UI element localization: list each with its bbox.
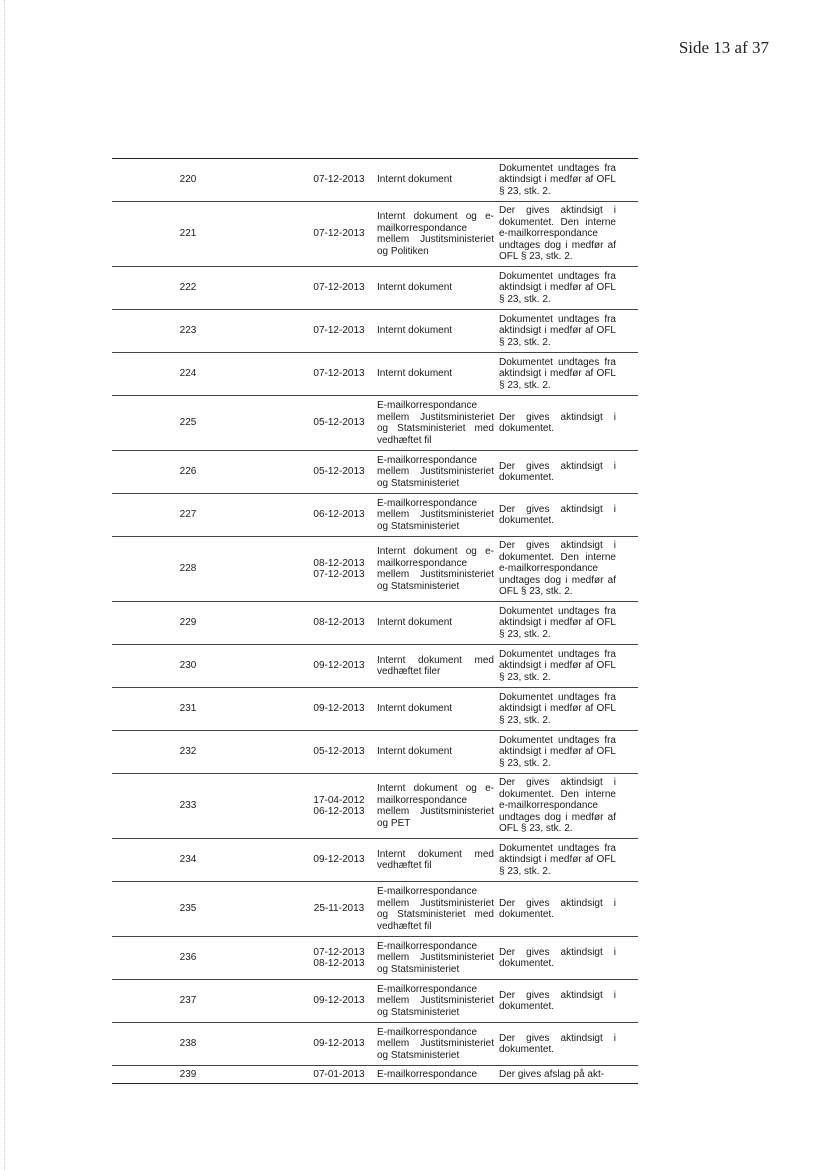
doc-type: E-mailkorrespondance mellem Justitsministeriet og Statsministeriet med vedhæftet fil (377, 886, 494, 932)
date-value: 07-12-2013 (313, 174, 365, 186)
date-value: 17-04-2012 (313, 794, 365, 806)
table-row (112, 979, 638, 1022)
date-value: 08-12-2013 (313, 958, 365, 969)
doc-type: Internt dokument (377, 282, 453, 294)
date-value: 07-12-2013 (313, 228, 365, 240)
date-value: 05-12-2013 (313, 746, 365, 758)
table-row (112, 1065, 638, 1084)
doc-number: 234 (179, 854, 197, 866)
date-value: 07-12-2013 (313, 325, 365, 337)
doc-decision: Dokumentet undtages fra aktindsigt i medfør af OFL § 23, stk. 2. (499, 691, 616, 726)
doc-decision: Der gives aktindsigt i dokumentet. Den interne e-mailkorrespondance undtages dog i medfør af OFL § 23, stk. 2. (499, 540, 616, 598)
date-value: 08-12-2013 (313, 557, 365, 569)
doc-decision: Der gives aktindsigt i dokumentet. (499, 411, 616, 434)
date-value: 05-12-2013 (313, 466, 365, 478)
doc-decision: Dokumentet undtages fra aktindsigt i medfør af OFL § 23, stk. 2. (499, 842, 616, 877)
document-register-table (112, 158, 638, 1084)
date-value: 09-12-2013 (313, 703, 365, 715)
doc-number: 233 (179, 800, 197, 812)
table-row (112, 536, 638, 601)
doc-decision: Der gives aktindsigt i dokumentet. Den interne e-mailkorrespondance undtages dog i medfør af OFL § 23, stk. 2. (499, 205, 616, 263)
doc-number: 238 (179, 1038, 197, 1050)
doc-decision: Der gives aktindsigt i dokumentet. (499, 897, 616, 920)
doc-number: 229 (179, 617, 197, 629)
doc-type: Internt dokument med vedhæftet filer (377, 654, 494, 677)
table-row (112, 1022, 638, 1065)
table-row (112, 687, 638, 730)
doc-number: 226 (179, 466, 197, 478)
doc-number: 228 (179, 563, 197, 575)
doc-decision: Dokumentet undtages fra aktindsigt i medfør af OFL § 23, stk. 2. (499, 734, 616, 769)
doc-type: Internt dokument og e-mailkorrespondance mellem Justitsministeriet og Statsministeriet (377, 546, 494, 592)
doc-type: Internt dokument (377, 617, 453, 629)
table-row (112, 352, 638, 395)
table-row (112, 936, 638, 979)
doc-decision: Der gives aktindsigt i dokumentet. (499, 946, 616, 969)
doc-decision: Der gives aktindsigt i dokumentet. Den interne e-mailkorrespondance undtages dog i medfør af OFL § 23, stk. 2. (499, 777, 616, 835)
date-value: 08-12-2013 (313, 617, 365, 629)
doc-type: E-mailkorrespondance mellem Justitsministeriet og Statsministeriet med vedhæftet fil (377, 400, 494, 446)
date-value: 05-12-2013 (313, 417, 365, 429)
doc-number: 224 (179, 368, 197, 380)
date-value: 07-12-2013 (313, 282, 365, 294)
date-value: 09-12-2013 (313, 854, 365, 866)
doc-type: Internt dokument og e-mailkorrespondance mellem Justitsministeriet og Politiken (377, 211, 494, 257)
doc-number: 236 (179, 952, 197, 964)
doc-type: E-mailkorrespondance mellem Justitsministeriet og Statsministeriet (377, 497, 494, 532)
doc-type: Internt dokument (377, 746, 453, 758)
date-value: 06-12-2013 (313, 509, 365, 521)
doc-number: 221 (179, 228, 197, 240)
table-row (112, 601, 638, 644)
doc-decision: Dokumentet undtages fra aktindsigt i medfør af OFL § 23, stk. 2. (499, 313, 616, 348)
doc-type: E-mailkorrespondance mellem Justitsministeriet og Statsministeriet (377, 1026, 494, 1061)
scan-edge-line (4, 0, 6, 1170)
doc-decision: Der gives aktindsigt i dokumentet. (499, 989, 616, 1012)
date-value: 07-12-2013 (313, 368, 365, 380)
date-value: 06-12-2013 (313, 806, 365, 817)
doc-decision: Der gives afslag på akt- (499, 1068, 605, 1080)
table-row (112, 158, 638, 201)
table-row (112, 309, 638, 352)
doc-number: 225 (179, 417, 197, 429)
doc-type: E-mailkorrespondance mellem Justitsministeriet og Statsministeriet (377, 983, 494, 1018)
doc-decision: Dokumentet undtages fra aktindsigt i medfør af OFL § 23, stk. 2. (499, 270, 616, 305)
table-row (112, 201, 638, 266)
doc-type: Internt dokument (377, 325, 453, 337)
date-value: 07-01-2013 (313, 1068, 365, 1080)
doc-number: 235 (179, 903, 197, 915)
date-value: 09-12-2013 (313, 1038, 365, 1050)
doc-decision: Der gives aktindsigt i dokumentet. (499, 460, 616, 483)
doc-decision: Der gives aktindsigt i dokumentet. (499, 503, 616, 526)
doc-type: Internt dokument (377, 174, 453, 186)
date-value: 07-12-2013 (313, 569, 365, 580)
table-row (112, 730, 638, 773)
doc-number: 230 (179, 660, 197, 672)
doc-number: 239 (179, 1068, 197, 1080)
doc-number: 220 (179, 174, 197, 186)
doc-decision: Dokumentet undtages fra aktindsigt i medfør af OFL § 23, stk. 2. (499, 162, 616, 197)
doc-type: Internt dokument og e-mailkorrespondance mellem Justitsministeriet og PET (377, 783, 494, 829)
page-number: Side 13 af 37 (678, 38, 769, 57)
table-row (112, 773, 638, 838)
doc-number: 223 (179, 325, 197, 337)
table-row (112, 493, 638, 536)
table-row (112, 881, 638, 936)
table-row (112, 395, 638, 450)
doc-number: 222 (179, 282, 197, 294)
date-value: 09-12-2013 (313, 995, 365, 1007)
doc-number: 232 (179, 746, 197, 758)
doc-decision: Dokumentet undtages fra aktindsigt i medfør af OFL § 23, stk. 2. (499, 648, 616, 683)
doc-number: 231 (179, 703, 197, 715)
table-row (112, 838, 638, 881)
doc-type: Internt dokument med vedhæftet fil (377, 848, 494, 871)
doc-type: E-mailkorrespondance (377, 1068, 478, 1080)
table-row (112, 644, 638, 687)
doc-type: Internt dokument (377, 368, 453, 380)
doc-decision: Der gives aktindsigt i dokumentet. (499, 1032, 616, 1055)
doc-decision: Dokumentet undtages fra aktindsigt i medfør af OFL § 23, stk. 2. (499, 605, 616, 640)
table-row (112, 450, 638, 493)
doc-decision: Dokumentet undtages fra aktindsigt i medfør af OFL § 23, stk. 2. (499, 356, 616, 391)
doc-type: E-mailkorrespondance mellem Justitsministeriet og Statsministeriet (377, 940, 494, 975)
date-value: 25-11-2013 (313, 903, 365, 915)
doc-number: 237 (179, 995, 197, 1007)
doc-number: 227 (179, 509, 197, 521)
doc-type: E-mailkorrespondance mellem Justitsministeriet og Statsministeriet (377, 454, 494, 489)
date-value: 09-12-2013 (313, 660, 365, 672)
date-value: 07-12-2013 (313, 946, 365, 958)
doc-type: Internt dokument (377, 703, 453, 715)
table-row (112, 266, 638, 309)
